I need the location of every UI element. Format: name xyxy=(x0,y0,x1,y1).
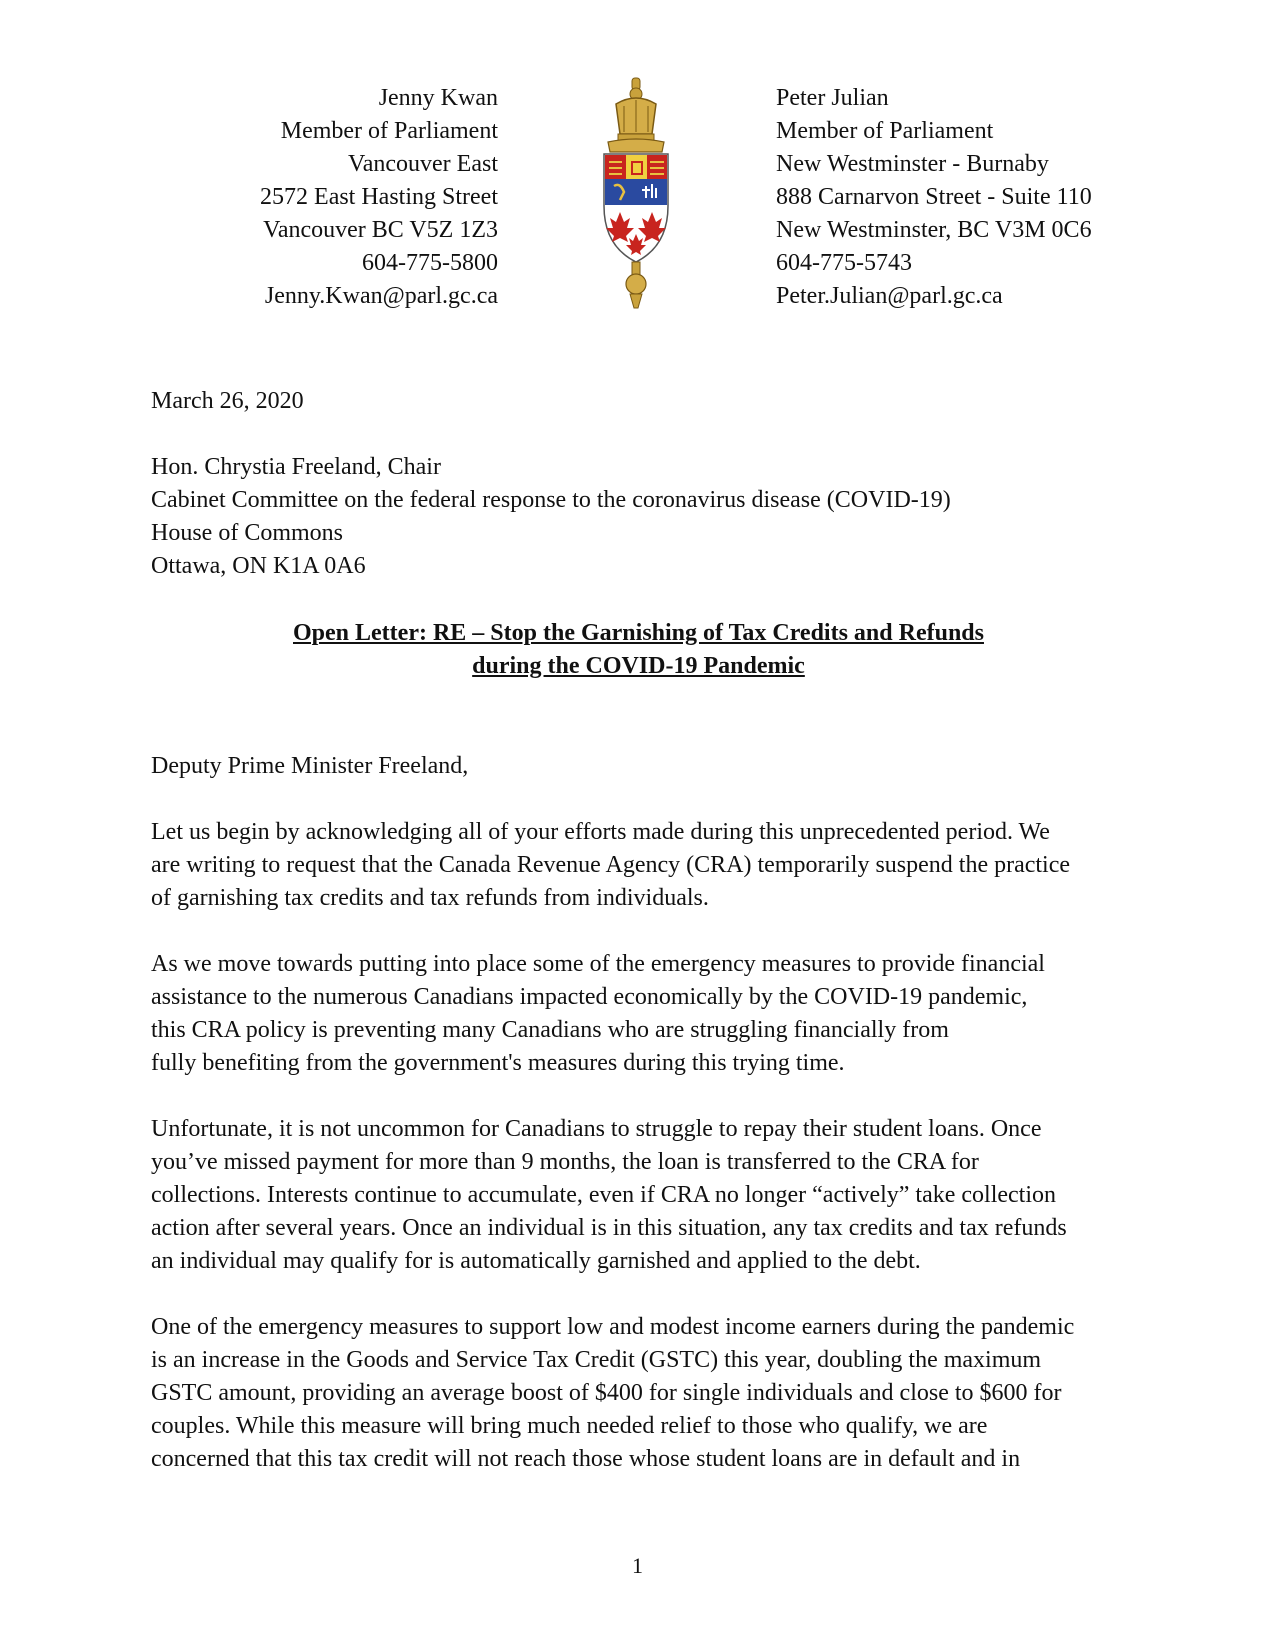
sender-right-block xyxy=(776,82,1196,313)
recipient-block xyxy=(151,451,1131,583)
paragraph-line: assistance to the numerous Canadians impacted economically by the COVID-19 pandemic, xyxy=(151,984,1028,1010)
paragraph-line: concerned that this tax credit will not reach those whose student loans are in default and in xyxy=(151,1446,1021,1472)
sender-left-name: Jenny Kwan xyxy=(378,85,498,111)
sender-left-block xyxy=(150,82,498,313)
paragraph-line: One of the emergency measures to support low and modest income earners during the pandemic xyxy=(151,1314,1075,1340)
subject-line-1: Open Letter: RE – Stop the Garnishing of Tax Credits and Refunds xyxy=(293,620,984,646)
sender-right-riding: New Westminster - Burnaby xyxy=(776,151,1049,177)
paragraph-line: As we move towards putting into place some of the emergency measures to provide financial xyxy=(151,951,1045,977)
paragraph-line: this CRA policy is preventing many Canadians who are struggling financially from xyxy=(151,1017,949,1043)
subject-line-2: during the COVID-19 Pandemic xyxy=(472,653,805,679)
sender-left-riding: Vancouver East xyxy=(348,151,498,177)
recipient-house: House of Commons xyxy=(151,520,343,546)
sender-right-street: 888 Carnarvon Street - Suite 110 xyxy=(776,184,1092,210)
salutation: Deputy Prime Minister Freeland, xyxy=(151,753,469,779)
paragraph-line: fully benefiting from the government's measures during this trying time. xyxy=(151,1050,845,1076)
letter-date: March 26, 2020 xyxy=(151,388,304,414)
paragraph-line: you’ve missed payment for more than 9 months, the loan is transferred to the CRA for xyxy=(151,1149,979,1175)
paragraph-4 xyxy=(151,1311,1131,1476)
recipient-city: Ottawa, ON K1A 0A6 xyxy=(151,553,366,579)
paragraph-line: action after several years. Once an individual is in this situation, any tax credits and tax refunds xyxy=(151,1215,1067,1241)
paragraph-2 xyxy=(151,948,1131,1080)
paragraph-line: collections. Interests continue to accumulate, even if CRA no longer “actively” take collection xyxy=(151,1182,1057,1208)
recipient-name: Hon. Chrystia Freeland, Chair xyxy=(151,454,441,480)
house-of-commons-mace-crest-icon xyxy=(590,76,682,312)
sender-left-title: Member of Parliament xyxy=(280,118,498,144)
paragraph-line: are writing to request that the Canada Revenue Agency (CRA) temporarily suspend the practice xyxy=(151,852,1071,878)
paragraph-line: couples. While this measure will bring much needed relief to those who qualify, we are xyxy=(151,1413,988,1439)
page-number: 1 xyxy=(632,1553,643,1578)
sender-left-city: Vancouver BC V5Z 1Z3 xyxy=(263,217,498,243)
sender-left-street: 2572 East Hasting Street xyxy=(260,184,498,210)
paragraph-line: of garnishing tax credits and tax refunds from individuals. xyxy=(151,885,709,911)
sender-right-name: Peter Julian xyxy=(776,85,889,111)
paragraph-line: Unfortunate, it is not uncommon for Canadians to struggle to repay their student loans. Once xyxy=(151,1116,1042,1142)
sender-left-phone: 604-775-5800 xyxy=(362,250,498,276)
paragraph-line: Let us begin by acknowledging all of your efforts made during this unprecedented period. We xyxy=(151,819,1050,845)
paragraph-3 xyxy=(151,1113,1131,1278)
letter-subject xyxy=(151,617,1126,683)
sender-left-email: Jenny.Kwan@parl.gc.ca xyxy=(264,283,498,309)
sender-right-city: New Westminster, BC V3M 0C6 xyxy=(776,217,1092,243)
paragraph-line: GSTC amount, providing an average boost of $400 for single individuals and close to $600 for xyxy=(151,1380,1062,1406)
sender-right-phone: 604-775-5743 xyxy=(776,250,912,276)
paragraph-1 xyxy=(151,816,1131,915)
recipient-committee: Cabinet Committee on the federal response to the coronavirus disease (COVID-19) xyxy=(151,487,951,513)
sender-right-title: Member of Parliament xyxy=(776,118,994,144)
paragraph-line: is an increase in the Goods and Service Tax Credit (GSTC) this year, doubling the maximum xyxy=(151,1347,1042,1373)
sender-right-email: Peter.Julian@parl.gc.ca xyxy=(776,283,1003,309)
paragraph-line: an individual may qualify for is automatically garnished and applied to the debt. xyxy=(151,1248,921,1274)
